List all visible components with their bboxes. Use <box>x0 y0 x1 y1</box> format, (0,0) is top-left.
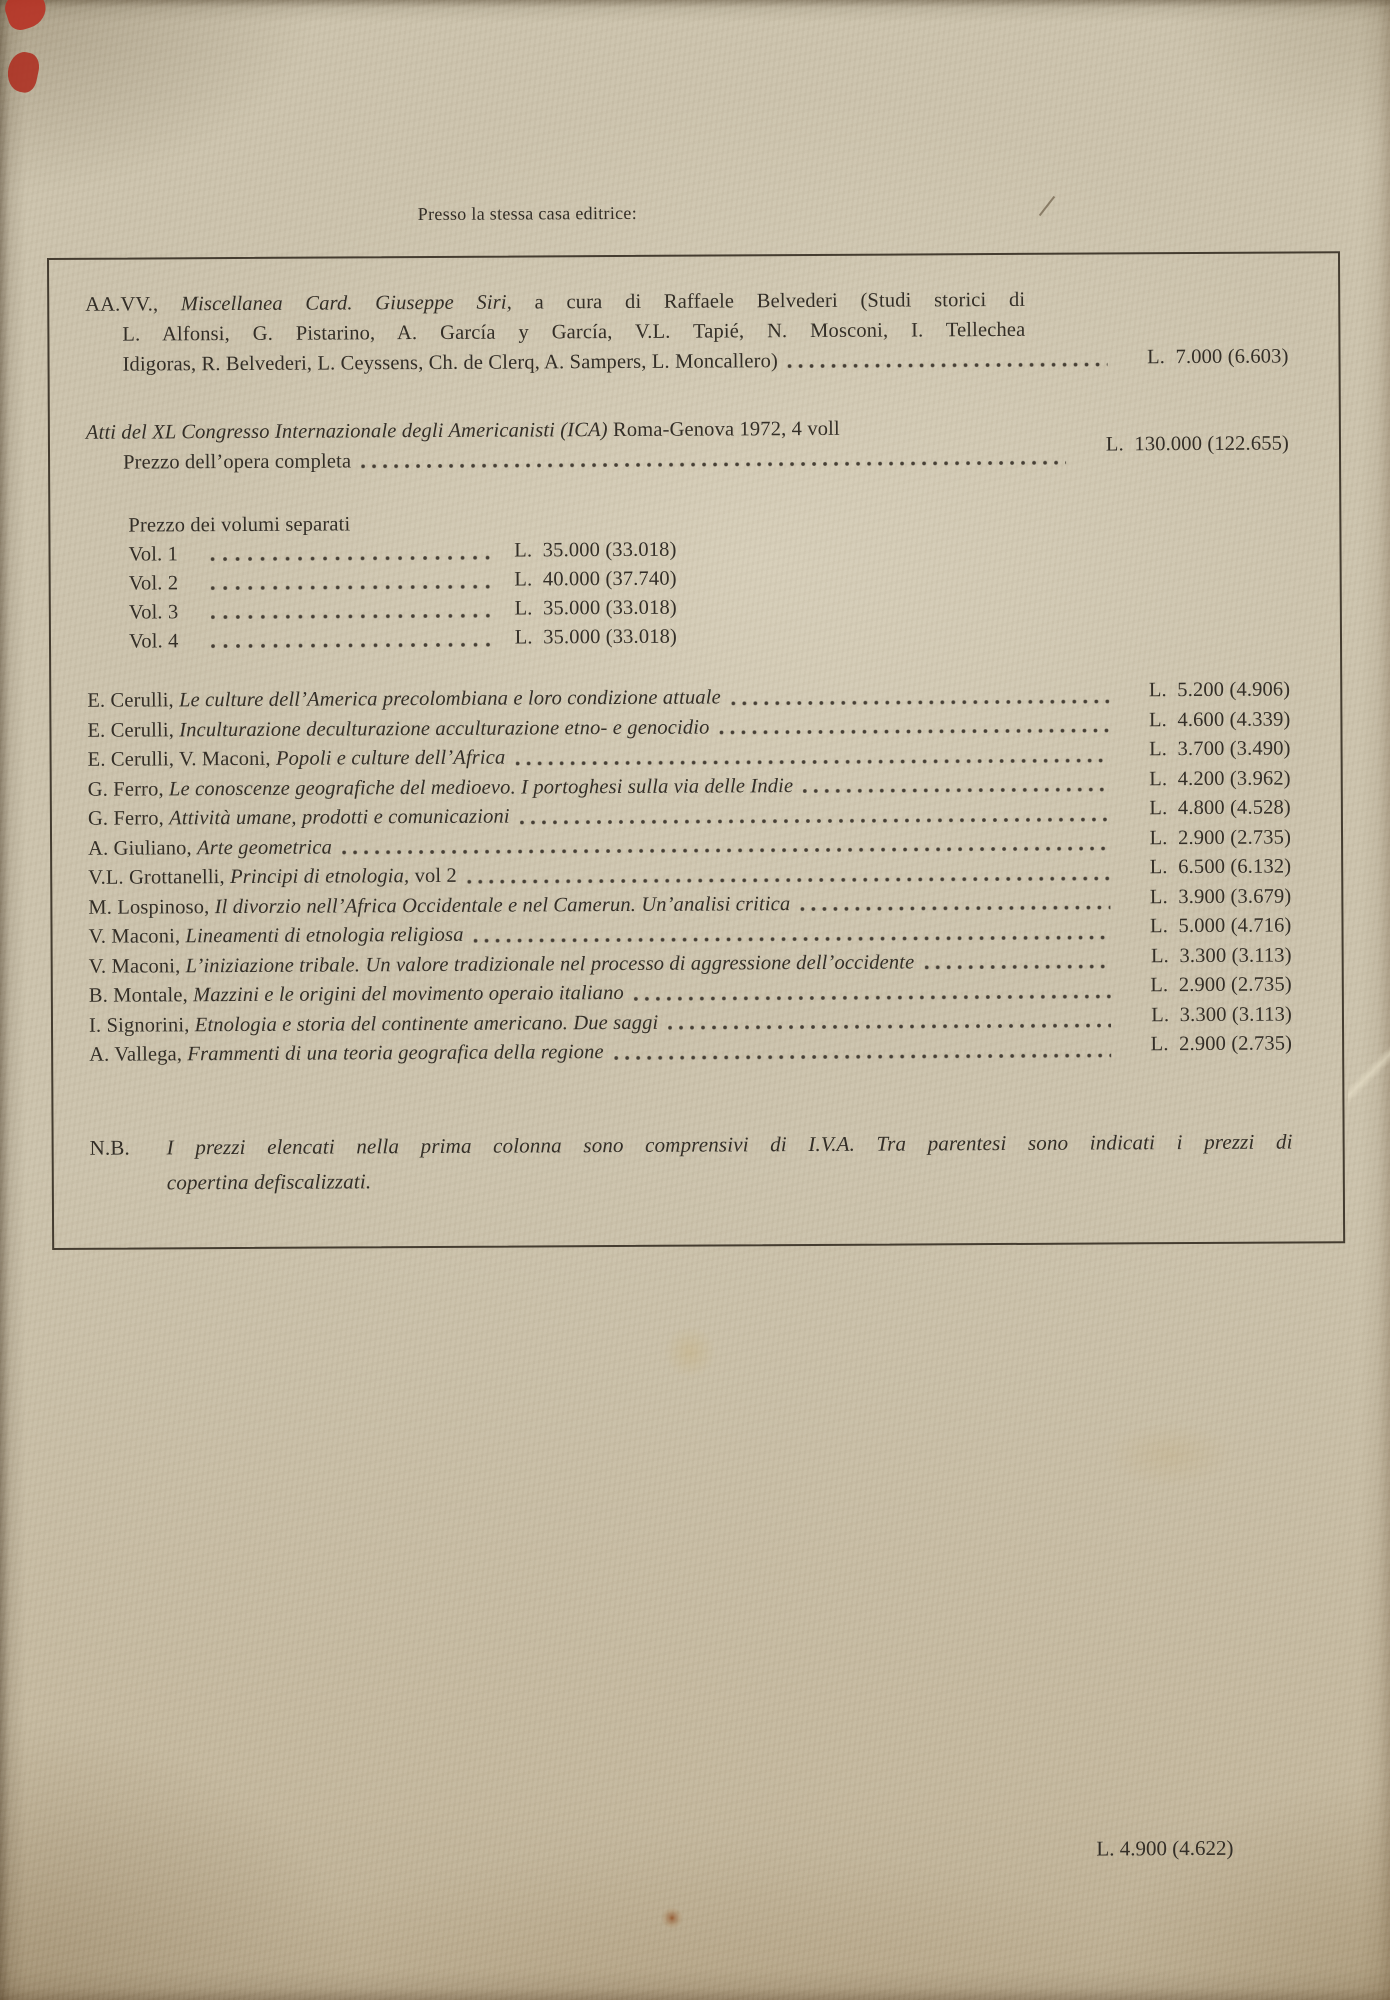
book-title: Popoli e culture dell’Africa <box>275 746 506 770</box>
book-entry <box>88 744 506 776</box>
price: L. 2.900 (2.735) <box>1150 973 1292 997</box>
book-entry <box>88 803 510 835</box>
book-entry <box>88 772 794 805</box>
price: L. 4.600 (4.339) <box>1148 707 1291 731</box>
dotted-leader <box>211 614 493 619</box>
price: L. 5.200 (4.906) <box>1148 678 1291 702</box>
book-author: G. Ferro, <box>87 777 164 801</box>
book-title: L’iniziazione tribale. Un valore tradizionale nel processo di aggressione dell’occidente <box>185 950 915 977</box>
price: L. 130.000 (122.655) <box>1105 432 1290 456</box>
entry-authors: AA.VV., <box>85 293 159 316</box>
entry-text: Idigoras, R. Belvederi, L. Ceyssens, Ch. de Clerq, A. Sampers, L. Moncallero) <box>122 350 779 376</box>
book-entry <box>88 833 332 864</box>
book-author: G. Ferro, <box>87 807 164 830</box>
entry-line <box>123 432 1290 477</box>
volume-label: Vol. 1 <box>128 543 179 566</box>
entry-text: a cura di Raffaele Belvederi (Studi storici di <box>534 288 1026 314</box>
book-title: Attività umane, prodotti e comunicazioni <box>169 805 510 830</box>
book-author: A. Giuliano, <box>88 836 192 860</box>
price: L. 35.000 (33.018) <box>514 596 677 620</box>
catalog-entry-miscellanea <box>85 284 1288 380</box>
price: L. 40.000 (37.740) <box>514 567 677 591</box>
dotted-leader <box>211 585 493 590</box>
price: L. 7.000 (6.603) <box>1146 345 1289 369</box>
book-suffix: vol 2 <box>409 864 457 888</box>
book-entry <box>88 921 463 952</box>
book-entry <box>89 979 624 1011</box>
nota-bene-text <box>167 1124 1293 1200</box>
price: L. 35.000 (33.018) <box>514 625 678 649</box>
dotted-leader <box>474 935 1110 942</box>
dotted-leader <box>515 758 1109 765</box>
volume-row <box>129 625 677 657</box>
catalog-entry-atti-congresso <box>86 412 1289 478</box>
book-entry <box>89 948 915 982</box>
book-title: Le conoscenze geografiche del medioevo. I portoghesi sulla via delle Indie <box>168 774 794 800</box>
footer-price: L. 4.900 (4.622) <box>1096 1835 1234 1861</box>
entry-line: L. Alfonsi, G. Pistarino, A. García y García, V.L. Tapié, N. Mosconi, I. Tellechea <box>122 318 1026 346</box>
price: L. 2.900 (2.735) <box>1150 1032 1293 1056</box>
price: L. 35.000 (33.018) <box>514 538 677 562</box>
book-entry <box>88 862 457 893</box>
entry-text: Roma-Genova 1972, 4 voll <box>612 417 840 442</box>
entry-line <box>85 285 1025 320</box>
book-entry <box>89 1038 604 1070</box>
book-author: V.L. Grottanelli, <box>88 866 225 889</box>
nota-bene-line: I prezzi elencati nella prima colonna sono comprensivi di I.V.A. Tra parentesi sono indicati i prezzi di <box>166 1128 1293 1159</box>
dotted-leader <box>614 1053 1111 1060</box>
book-author: E. Cerulli, V. Maconi, <box>87 747 271 771</box>
price: L. 3.900 (3.679) <box>1149 884 1292 908</box>
book-title: Frammenti di una teoria geografica della regione <box>187 1041 604 1066</box>
book-author: E. Cerulli, <box>87 718 175 742</box>
book-entry <box>88 890 790 923</box>
nota-bene-label: N.B. <box>89 1135 130 1160</box>
book-author: E. Cerulli, <box>87 689 174 712</box>
catalog-box <box>47 251 1345 1250</box>
volumes-price-list <box>128 505 1290 656</box>
book-title: Le culture dell’America precolombiana e loro condizione attuale <box>179 686 721 712</box>
book-author: I. Signorini, <box>88 1013 190 1037</box>
book-title: Etnologia e storia del continente americano. Due saggi <box>194 1011 659 1036</box>
price: L. 3.700 (3.490) <box>1149 737 1291 761</box>
entry-line <box>122 344 1288 380</box>
nota-bene-line: copertina defiscalizzati. <box>166 1168 372 1194</box>
dotted-leader <box>342 846 1110 854</box>
dotted-leader <box>719 728 1109 734</box>
book-author: V. Maconi, <box>88 954 181 978</box>
dotted-leader <box>211 643 493 648</box>
entry-title: Miscellanea Card. Giuseppe Siri, <box>180 291 513 316</box>
dotted-leader <box>634 994 1111 1000</box>
book-author: B. Montale, <box>88 984 188 1007</box>
volumes-heading: Prezzo dei volumi separati <box>128 513 351 537</box>
dotted-leader <box>788 362 1107 368</box>
book-author: V. Maconi, <box>88 925 181 948</box>
dotted-leader <box>803 787 1109 793</box>
price: L. 5.000 (4.716) <box>1149 914 1292 938</box>
book-row <box>89 1034 1292 1070</box>
price: L. 4.800 (4.528) <box>1149 796 1291 820</box>
dotted-leader <box>800 905 1110 911</box>
dotted-leader <box>924 964 1111 969</box>
book-title: Mazzini e le origini del movimento operaio italiano <box>193 981 624 1007</box>
page-title: Presso la stessa casa editrice: <box>417 202 638 225</box>
price: L. 6.500 (6.132) <box>1149 855 1292 879</box>
book-title: Arte geometrica <box>197 836 333 859</box>
book-price-list <box>87 680 1292 1070</box>
dotted-leader <box>520 817 1110 824</box>
volume-label: Vol. 2 <box>128 572 179 595</box>
price: L. 3.300 (3.113) <box>1151 1002 1293 1026</box>
dotted-leader <box>211 556 493 561</box>
entry-text: Prezzo dell’opera completa <box>123 450 352 474</box>
book-title: Principi di etnologia, <box>230 865 410 889</box>
volume-label: Vol. 3 <box>128 601 179 624</box>
dotted-leader <box>467 876 1110 883</box>
book-title: Lineamenti di etnologia religiosa <box>185 923 464 948</box>
dotted-leader <box>361 461 1066 469</box>
book-entry <box>89 1008 658 1040</box>
volume-label: Vol. 4 <box>128 630 179 653</box>
price: L. 2.900 (2.735) <box>1149 825 1292 849</box>
book-title: Il divorzio nell’Africa Occidentale e nel Camerun. Un’analisi critica <box>214 892 791 918</box>
nota-bene <box>90 1124 1293 1200</box>
price: L. 3.300 (3.113) <box>1150 943 1292 967</box>
dotted-leader <box>668 1023 1111 1029</box>
book-author: A. Vallega, <box>89 1043 183 1066</box>
book-title: Inculturazione deculturazione acculturazione etno- e genocidio <box>179 716 710 741</box>
price: L. 4.200 (3.962) <box>1149 766 1291 790</box>
book-entry <box>87 713 709 746</box>
book-author: M. Lospinoso, <box>88 895 210 919</box>
entry-title: Atti del XL Congresso Internazionale degli Americanisti (ICA) <box>85 419 608 444</box>
dotted-leader <box>731 699 1109 705</box>
book-entry <box>87 683 721 716</box>
